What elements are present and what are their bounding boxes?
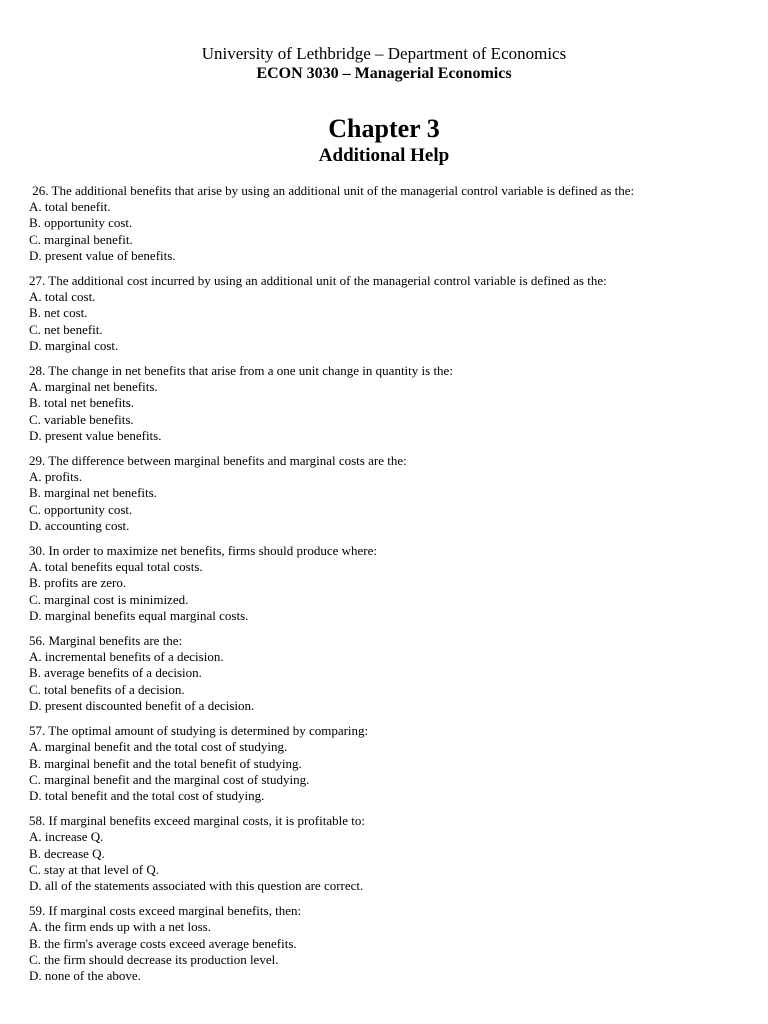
question-text: 30. In order to maximize net benefits, firms should produce where: (29, 543, 378, 559)
option-c: C. net benefit. (29, 321, 103, 337)
question-29 (29, 453, 749, 534)
option-c: C. opportunity cost. (29, 501, 133, 517)
option-b: B. total net benefits. (29, 395, 135, 411)
option-d: D. accounting cost. (29, 517, 130, 533)
option-d: D. present value of benefits. (29, 247, 176, 263)
chapter-subtitle: Additional Help (318, 145, 450, 166)
option-b: B. the firm's average costs exceed average benefits. (29, 935, 297, 951)
question-text: 28. The change in net benefits that arise from a one unit change in quantity is the: (29, 363, 453, 379)
question-text: 59. If marginal costs exceed marginal benefits, then: (29, 903, 302, 919)
option-a: A. increase Q. (29, 829, 104, 845)
option-d: D. none of the above. (29, 967, 141, 983)
document-header (0, 44, 768, 84)
option-d: D. marginal cost. (29, 337, 119, 353)
option-c: C. marginal benefit. (29, 231, 133, 247)
option-a: A. the firm ends up with a net loss. (29, 919, 211, 935)
question-56 (29, 633, 749, 714)
question-26 (29, 183, 749, 264)
option-d: D. present value benefits. (29, 427, 162, 443)
option-c: C. total benefits of a decision. (29, 681, 185, 697)
option-c: C. marginal benefit and the marginal cost of studying. (29, 771, 310, 787)
option-b: B. decrease Q. (29, 845, 105, 861)
option-a: A. total cost. (29, 289, 96, 305)
question-text: 27. The additional cost incurred by using an additional unit of the managerial control variable is defined as the: (29, 273, 607, 289)
question-27 (29, 273, 749, 354)
option-d: D. marginal benefits equal marginal costs. (29, 607, 249, 623)
option-b: B. net cost. (29, 305, 88, 321)
university-line: University of Lethbridge – Department of Economics (201, 44, 567, 63)
question-text: 58. If marginal benefits exceed marginal costs, it is profitable to: (29, 813, 365, 829)
option-c: C. marginal cost is minimized. (29, 591, 189, 607)
chapter-title: Chapter 3 (328, 114, 440, 143)
question-text: 57. The optimal amount of studying is determined by comparing: (29, 723, 369, 739)
question-28 (29, 363, 749, 444)
option-d: D. all of the statements associated with this question are correct. (29, 877, 364, 893)
question-text: 29. The difference between marginal benefits and marginal costs are the: (29, 453, 407, 469)
option-b: B. average benefits of a decision. (29, 665, 202, 681)
option-d: D. present discounted benefit of a decision. (29, 697, 255, 713)
option-a: A. total benefit. (29, 199, 111, 215)
question-30 (29, 543, 749, 624)
option-c: C. the firm should decrease its production level. (29, 951, 279, 967)
option-b: B. marginal benefit and the total benefit of studying. (29, 755, 302, 771)
question-list (29, 183, 749, 993)
option-a: A. incremental benefits of a decision. (29, 649, 224, 665)
option-c: C. stay at that level of Q. (29, 861, 159, 877)
option-a: A. marginal benefit and the total cost of studying. (29, 739, 288, 755)
option-c: C. variable benefits. (29, 411, 134, 427)
option-d: D. total benefit and the total cost of studying. (29, 787, 265, 803)
question-58 (29, 813, 749, 894)
question-text: 26. The additional benefits that arise by using an additional unit of the managerial control variable is defined as the: (29, 183, 635, 198)
question-57 (29, 723, 749, 804)
option-b: B. opportunity cost. (29, 215, 133, 231)
question-59 (29, 903, 749, 984)
option-a: A. total benefits equal total costs. (29, 559, 203, 575)
option-b: B. profits are zero. (29, 575, 127, 591)
option-a: A. marginal net benefits. (29, 379, 158, 395)
option-b: B. marginal net benefits. (29, 485, 157, 501)
option-a: A. profits. (29, 469, 83, 485)
course-line: ECON 3030 – Managerial Economics (256, 65, 512, 82)
question-text: 56. Marginal benefits are the: (29, 633, 183, 649)
